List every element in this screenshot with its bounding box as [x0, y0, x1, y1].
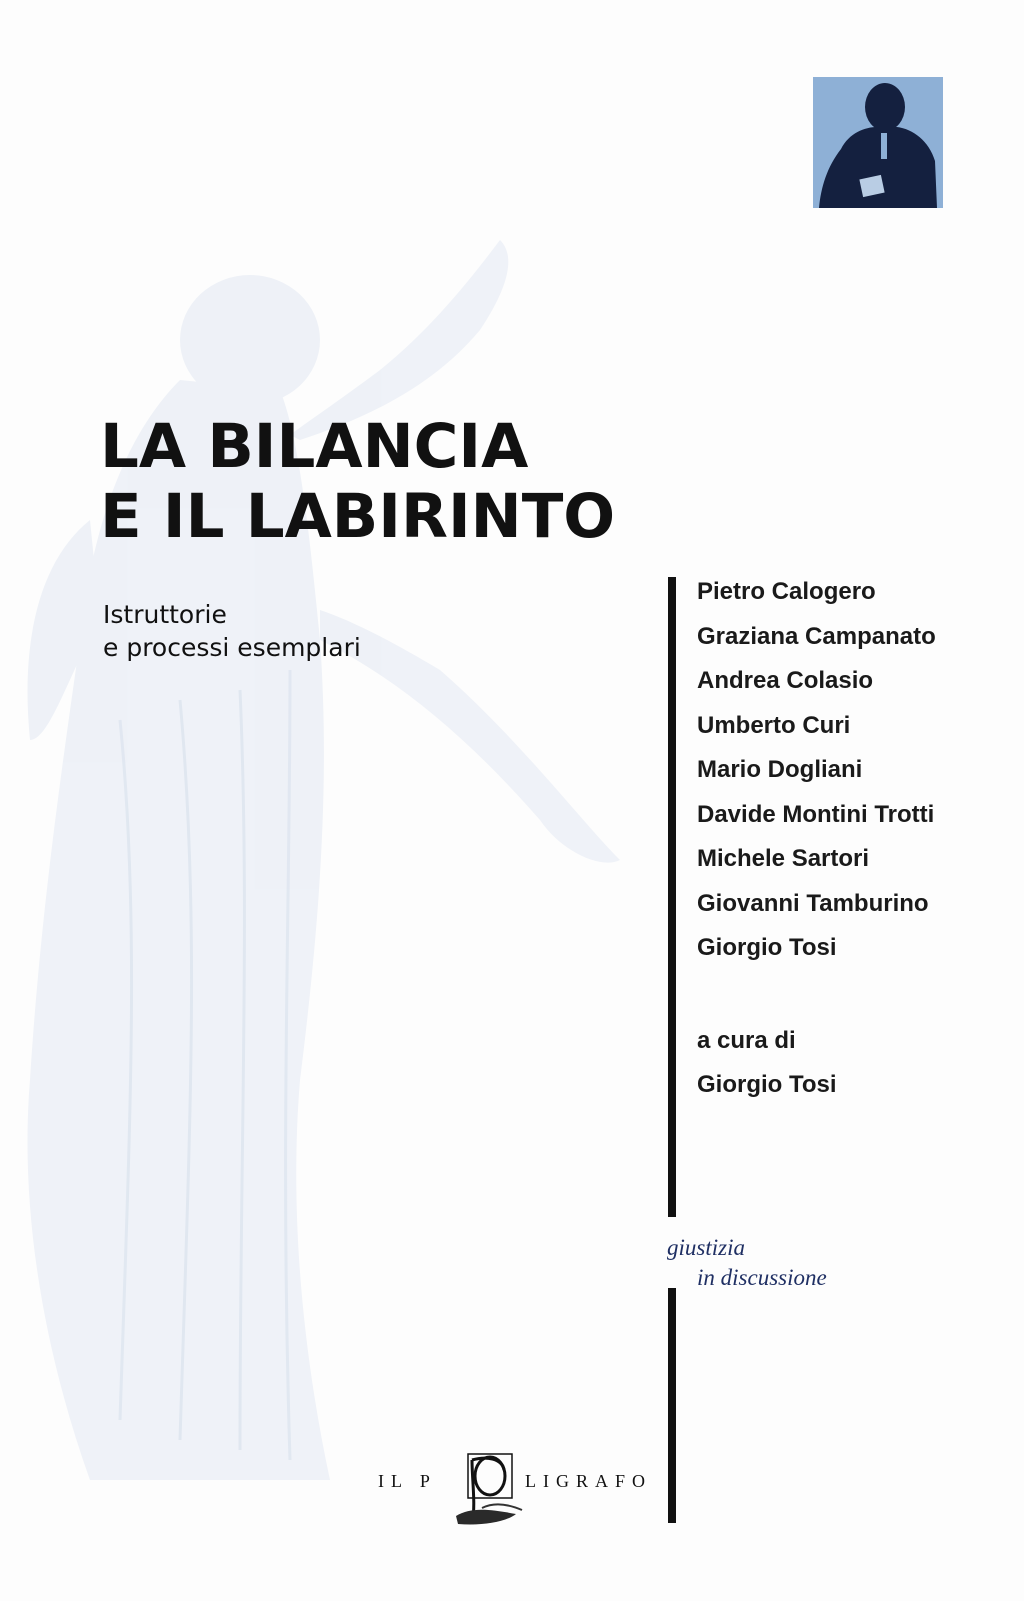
editor-credit [697, 1019, 837, 1107]
title-line-2: E IL LABIRINTO [100, 481, 616, 552]
poligrafo-o-emblem-icon [442, 1450, 534, 1530]
author-name: Graziana Campanato [697, 622, 936, 650]
series-line-1: giustizia [667, 1235, 745, 1260]
series-line-2: in discussione [697, 1265, 827, 1290]
author-list [697, 576, 936, 977]
publisher-text-left: IL P [378, 1471, 437, 1491]
judge-silhouette-icon [813, 77, 943, 208]
author-name: Giorgio Tosi [697, 934, 837, 961]
author-name: Giovanni Tamburino [697, 889, 929, 917]
vertical-rule-top [668, 577, 676, 1217]
author-name: Michele Sartori [697, 845, 870, 872]
author-name: Pietro Calogero [697, 578, 876, 605]
judge-portrait [813, 77, 943, 208]
publisher-logo [378, 1450, 653, 1530]
author-name: Umberto Curi [697, 711, 851, 739]
vertical-rule-bottom [668, 1288, 676, 1523]
book-subtitle [103, 598, 361, 664]
editor-label: a cura di [697, 1027, 796, 1054]
author-name: Mario Dogliani [697, 756, 863, 783]
editor-name: Giorgio Tosi [697, 1071, 837, 1098]
series-name [667, 1233, 827, 1293]
subtitle-line-2: e processi esemplari [103, 633, 361, 662]
author-name: Andrea Colasio [697, 667, 874, 694]
subtitle-line-1: Istruttorie [103, 600, 227, 629]
title-line-1: LA BILANCIA [100, 411, 529, 482]
publisher-text-right: LIGRAFO [525, 1471, 653, 1491]
author-name: Davide Montini Trotti [697, 800, 935, 828]
book-title [100, 412, 615, 552]
